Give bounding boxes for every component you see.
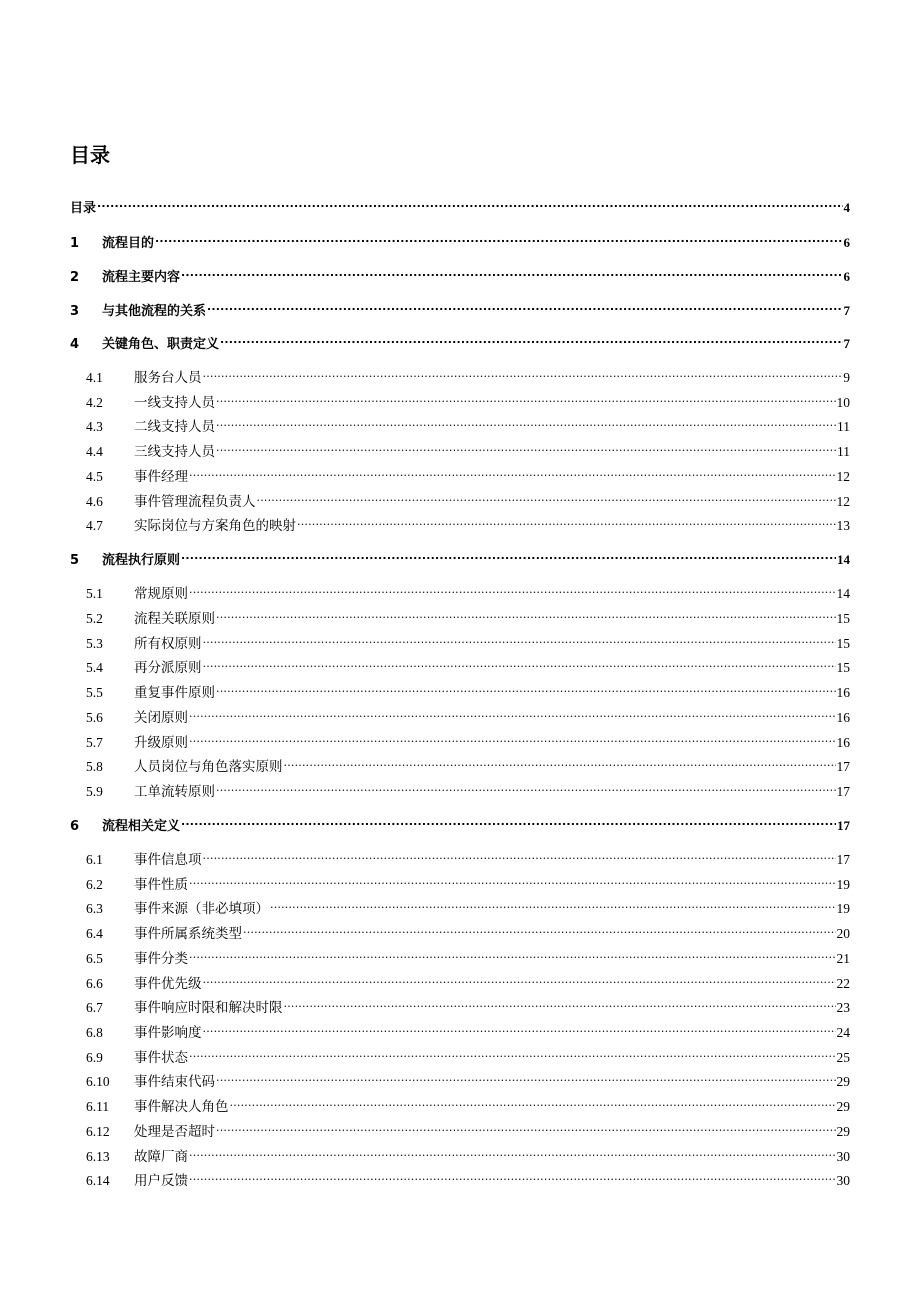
toc-entry-page: 24 [836,1025,850,1040]
toc-entry-title: 三线支持人员 [134,444,215,460]
toc-entry-page: 13 [836,518,850,533]
toc-entry-page: 12 [836,494,850,509]
dot-leader [257,486,836,506]
toc-entry-number: 6.5 [86,951,103,966]
dot-leader [189,461,836,481]
toc-entry-number: 6.9 [86,1050,103,1065]
toc-entry-page: 4 [843,200,850,215]
page-title: 目录 [70,143,110,167]
toc-entry-subsection[interactable] [86,776,850,800]
toc-entry-title: 升级原则 [134,735,188,751]
toc-entry-subsection[interactable] [86,918,850,942]
toc-entry-section[interactable] [70,328,850,352]
toc-entry-section[interactable] [70,227,850,251]
toc-entry-number: 6.10 [86,1074,110,1089]
toc-entry-subsection[interactable] [86,702,850,726]
toc-entry-number: 6.14 [86,1173,110,1188]
dot-leader [243,918,836,938]
toc-entry-contents[interactable] [70,192,850,216]
toc-entry-page: 19 [836,901,850,916]
toc-entry-page: 29 [836,1099,850,1114]
toc-entry-title: 流程执行原则 [102,553,181,568]
toc-entry-page: 20 [836,926,850,941]
toc-entry-page: 14 [836,586,850,601]
toc-entry-subsection[interactable] [86,844,850,868]
toc-entry-page: 17 [836,852,850,867]
toc-entry-title: 关闭原则 [134,710,188,726]
toc-entry-number: 5.9 [86,784,103,799]
toc-entry-title: 事件经理 [134,469,188,485]
dot-leader [216,436,836,456]
toc-entry-title: 事件影响度 [134,1025,202,1041]
dot-leader [220,328,842,348]
toc-entry-subsection[interactable] [86,1091,850,1115]
toc-entry-number: 1 [70,236,80,251]
toc-entry-page: 16 [836,735,850,750]
toc-entry-title: 常规原则 [134,586,188,602]
toc-entry-page: 6 [843,235,850,250]
toc-entry-section[interactable] [70,810,850,834]
toc-entry-title: 事件来源（非必填项） [134,901,269,917]
dot-leader [203,652,836,672]
dot-leader [181,810,836,830]
dot-leader [181,261,842,281]
toc-entry-subsection[interactable] [86,677,850,701]
toc-entry-number: 6.8 [86,1025,103,1040]
toc-entry-title: 实际岗位与方案角色的映射 [134,518,296,534]
dot-leader [189,869,836,889]
dot-leader [216,1066,836,1086]
toc-entry-title: 工单流转原则 [134,784,215,800]
dot-leader [181,544,836,564]
toc-entry-title: 事件管理流程负责人 [134,494,256,510]
toc-entry-number: 5.6 [86,710,103,725]
toc-entry-title: 事件响应时限和解决时限 [134,1000,283,1016]
dot-leader [230,1091,836,1111]
dot-leader [270,893,836,913]
toc-entry-page: 23 [836,1000,850,1015]
toc-entry-page: 29 [836,1124,850,1139]
toc-entry-title: 事件信息项 [134,852,202,868]
toc-entry-title: 目录 [70,201,97,216]
toc-entry-title: 用户反馈 [134,1173,188,1189]
toc-entry-subsection[interactable] [86,751,850,775]
dot-leader [216,603,836,623]
toc-entry-subsection[interactable] [86,1042,850,1066]
dot-leader [189,943,836,963]
toc-entry-page: 15 [836,660,850,675]
toc-entry-number: 5.1 [86,586,103,601]
dot-leader [97,192,842,212]
toc-entry-title: 二线支持人员 [134,419,215,435]
toc-entry-section[interactable] [70,295,850,319]
toc-entry-number: 6.12 [86,1124,110,1139]
toc-entry-page: 30 [836,1149,850,1164]
toc-entry-number: 4.6 [86,494,103,509]
dot-leader [203,968,836,988]
toc-entry-page: 29 [836,1074,850,1089]
toc-entry-number: 6.11 [86,1099,110,1114]
toc-entry-page: 7 [843,303,850,318]
toc-entry-title: 事件分类 [134,951,188,967]
toc-entry-subsection[interactable] [86,578,850,602]
toc-entry-subsection[interactable] [86,486,850,510]
toc-entry-subsection[interactable] [86,1116,850,1140]
toc-entry-title: 重复事件原则 [134,685,215,701]
dot-leader [155,227,842,247]
toc-entry-number: 6.6 [86,976,103,991]
toc-entry-page: 10 [836,395,850,410]
toc-entry-subsection[interactable] [86,968,850,992]
toc-entry-page: 21 [836,951,850,966]
toc-entry-title: 事件结束代码 [134,1074,215,1090]
toc-entry-number: 6.3 [86,901,103,916]
dot-leader [189,702,836,722]
toc-entry-number: 5.8 [86,759,103,774]
toc-entry-section[interactable] [70,261,850,285]
toc-entry-subsection[interactable] [86,1066,850,1090]
toc-entry-number: 3 [70,304,80,319]
toc-entry-title: 事件状态 [134,1050,188,1066]
toc-entry-title: 处理是否超时 [134,1124,215,1140]
dot-leader [189,1042,836,1062]
toc-entry-title: 事件性质 [134,877,188,893]
toc-entry-number: 4.2 [86,395,103,410]
toc-entry-subsection[interactable] [86,652,850,676]
toc-entry-title: 故障厂商 [134,1149,188,1165]
toc-entry-title: 流程目的 [102,236,155,251]
dot-leader [189,578,836,598]
toc-entry-title: 所有权原则 [134,636,202,652]
toc-entry-number: 5.2 [86,611,103,626]
toc-entry-title: 事件所属系统类型 [134,926,242,942]
toc-entry-number: 5.4 [86,660,103,675]
toc-entry-title: 关键角色、职责定义 [102,337,220,352]
toc-entry-number: 4.4 [86,444,103,459]
toc-entry-page: 30 [836,1173,850,1188]
toc-entry-number: 4.5 [86,469,103,484]
toc-entry-title: 与其他流程的关系 [102,304,207,319]
toc-entry-title: 流程关联原则 [134,611,215,627]
dot-leader [203,362,843,382]
toc-entry-page: 17 [836,759,850,774]
dot-leader [203,628,836,648]
toc-entry-number: 6.2 [86,877,103,892]
toc-entry-page: 17 [836,784,850,799]
dot-leader [216,776,836,796]
toc-entry-title: 服务台人员 [134,370,202,386]
toc-entry-page: 15 [836,611,850,626]
toc-entry-subsection[interactable] [86,411,850,435]
toc-entry-page: 14 [837,552,850,567]
toc-entry-number: 6.7 [86,1000,103,1015]
dot-leader [207,295,842,315]
toc-entry-page: 22 [836,976,850,991]
toc-entry-page: 11 [837,444,850,459]
toc-entry-subsection[interactable] [86,603,850,627]
toc-entry-page: 15 [836,636,850,651]
toc-entry-subsection[interactable] [86,387,850,411]
dot-leader [216,1116,836,1136]
toc-entry-title: 人员岗位与角色落实原则 [134,759,283,775]
toc-entry-title: 事件解决人角色 [134,1099,229,1115]
toc-entry-section[interactable] [70,544,850,568]
toc-entry-subsection[interactable] [86,1141,850,1165]
toc-entry-number: 5.3 [86,636,103,651]
toc-entry-subsection[interactable] [86,727,850,751]
dot-leader [284,751,836,771]
toc-entry-number: 4 [70,337,80,352]
dot-leader [216,411,836,431]
toc-entry-subsection[interactable] [86,1165,850,1189]
toc-entry-page: 16 [836,685,850,700]
dot-leader [284,992,836,1012]
toc-entry-page: 25 [836,1050,850,1065]
toc-entry-subsection[interactable] [86,628,850,652]
toc-entry-number: 6.13 [86,1149,110,1164]
toc-entry-subsection[interactable] [86,362,850,386]
toc-entry-page: 11 [837,419,850,434]
dot-leader [203,844,836,864]
dot-leader [189,727,836,747]
toc-entry-subsection[interactable] [86,992,850,1016]
dot-leader [203,1017,836,1037]
toc-entry-subsection[interactable] [86,869,850,893]
toc-entry-subsection[interactable] [86,510,850,534]
toc-entry-number: 2 [70,270,80,285]
toc-entry-page: 17 [837,818,850,833]
toc-entry-number: 5.7 [86,735,103,750]
toc-entry-subsection[interactable] [86,1017,850,1041]
toc-entry-page: 9 [843,370,850,385]
dot-leader [216,387,836,407]
toc-entry-page: 12 [836,469,850,484]
toc-entry-number: 4.7 [86,518,103,533]
toc-entry-title: 流程相关定义 [102,819,181,834]
toc-entry-subsection[interactable] [86,436,850,460]
toc-entry-page: 7 [843,336,850,351]
toc-entry-number: 4.1 [86,370,103,385]
toc-entry-subsection[interactable] [86,893,850,917]
dot-leader [216,677,836,697]
toc-entry-page: 6 [843,269,850,284]
toc-entry-number: 6.1 [86,852,103,867]
toc-entry-number: 4.3 [86,419,103,434]
toc-entry-number: 5 [70,553,80,568]
toc-entry-number: 5.5 [86,685,103,700]
toc-entry-title: 流程主要内容 [102,270,181,285]
toc-entry-page: 19 [836,877,850,892]
dot-leader [189,1165,836,1185]
toc-entry-number: 6 [70,819,80,834]
toc-entry-title: 一线支持人员 [134,395,215,411]
toc-entry-number: 6.4 [86,926,103,941]
dot-leader [189,1141,836,1161]
toc-entry-subsection[interactable] [86,461,850,485]
dot-leader [297,510,836,530]
toc-entry-subsection[interactable] [86,943,850,967]
toc-entry-page: 16 [836,710,850,725]
toc-entry-title: 事件优先级 [134,976,202,992]
toc-entry-title: 再分派原则 [134,660,202,676]
